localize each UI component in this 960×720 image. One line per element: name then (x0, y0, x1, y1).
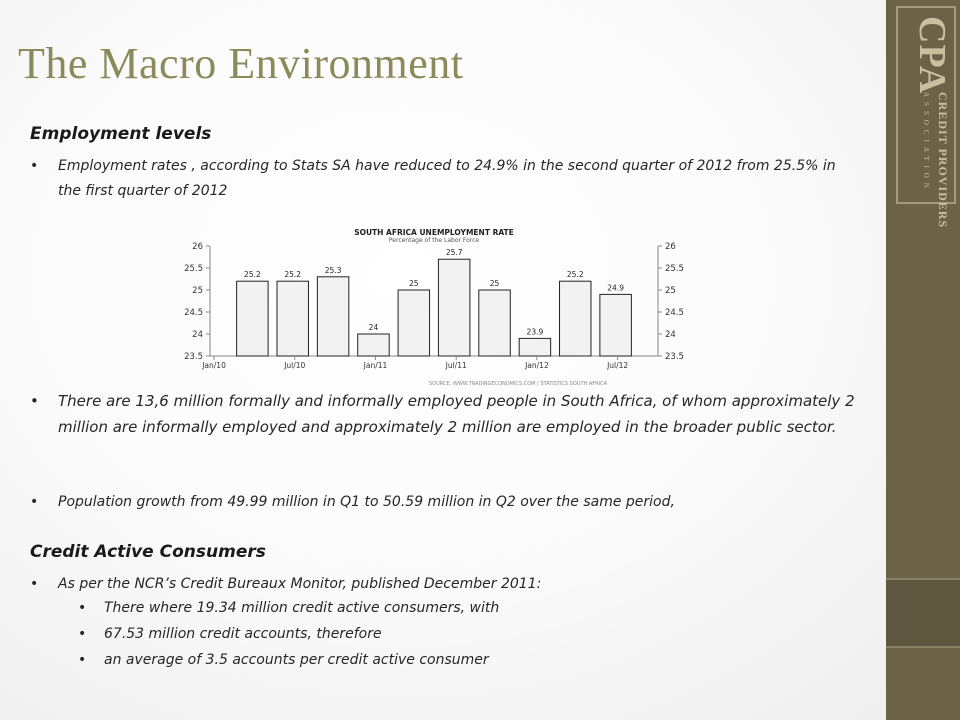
bar-value-label: 23.9 (526, 327, 544, 337)
y-tick-label-left: 23.5 (184, 352, 203, 362)
chart-bar (237, 281, 268, 356)
y-tick-label-right: 25.5 (665, 264, 684, 274)
slide-title: The Macro Environment (18, 39, 464, 88)
bar-value-label: 25.2 (566, 270, 584, 280)
bullet-dot-icon: • (30, 158, 39, 174)
x-tick-label: Jan/12 (525, 361, 549, 370)
bar-value-label: 25 (409, 279, 419, 288)
credit-heading: Credit Active Consumers (30, 542, 266, 562)
y-tick-label-right: 23.5 (665, 352, 684, 362)
unemployment-chart-svg (168, 216, 688, 388)
chart-bar (398, 290, 429, 356)
x-tick-label: Jul/12 (607, 361, 629, 370)
employment-bullet-1-text: Employment rates , according to Stats SA have reduced to 24.9% in the second quarter of 2012 from 25.5% in the first quarter of 2012 (58, 158, 836, 199)
employment-bullet-3-text: Population growth from 49.99 million in Q1 to 50.59 million in Q2 over the same period, (58, 494, 675, 510)
chart-subtitle: Percentage of the Labor Force (388, 237, 480, 244)
credit-bullet-1-text: As per the NCR’s Credit Bureaux Monitor, published December 2011: (58, 576, 542, 592)
y-tick-label-left: 26 (192, 242, 203, 252)
bar-value-label: 25.2 (244, 270, 261, 280)
x-tick-label: Jul/10 (284, 361, 306, 370)
chart-title: SOUTH AFRICA UNEMPLOYMENT RATE (354, 228, 514, 237)
employment-bullet-3 (30, 490, 848, 515)
credit-bullet-1 (30, 572, 848, 597)
chart-bar (358, 334, 389, 356)
y-tick-label-right: 26 (665, 242, 676, 252)
employment-bullet-2 (30, 388, 870, 440)
bullet-dot-icon: • (78, 626, 87, 642)
bullet-dot-icon: • (30, 494, 39, 510)
chart-bar (317, 277, 348, 356)
bullet-dot-icon: • (78, 652, 87, 668)
y-tick-label-left: 24 (192, 330, 203, 340)
credit-sub-2-text: 67.53 million credit accounts, therefore (104, 626, 382, 642)
chart-bar (600, 294, 631, 356)
bar-value-label: 25.3 (324, 265, 342, 275)
y-tick-label-right: 25 (665, 286, 676, 296)
bullet-dot-icon: • (78, 600, 87, 616)
employment-bullet-1 (30, 154, 848, 204)
bullet-dot-icon: • (30, 576, 39, 592)
chart-bar (277, 281, 308, 356)
y-tick-label-left: 25 (192, 286, 203, 296)
bar-value-label: 24.9 (607, 283, 624, 293)
chart-bar (519, 338, 550, 356)
logo-line-2: ASSOCIATION (922, 92, 930, 193)
credit-sub-2 (78, 622, 804, 647)
x-tick-label: Jul/11 (445, 361, 467, 370)
bar-value-label: 25 (489, 279, 500, 288)
y-tick-label-left: 25.5 (184, 264, 203, 274)
bar-value-label: 25.2 (284, 270, 302, 280)
logo-line-1: CREDIT PROVIDERS (936, 92, 950, 229)
y-tick-label-left: 24.5 (184, 308, 203, 318)
x-tick-label: Jan/11 (363, 361, 388, 370)
credit-sub-1-text: There where 19.34 million credit active consumers, with (104, 600, 500, 616)
credit-sub-3-text: an average of 3.5 accounts per credit active consumer (104, 652, 489, 668)
y-tick-label-right: 24 (665, 330, 676, 340)
x-tick-label: Jan/10 (202, 361, 226, 370)
chart-bar (438, 259, 469, 356)
chart-source: SOURCE: WWW.TRADINGECONOMICS.COM | STATISTICS SOUTH AFRICA (428, 381, 608, 387)
bar-value-label: 25.7 (445, 248, 463, 258)
bullet-dot-icon: • (30, 392, 39, 410)
unemployment-chart (168, 216, 688, 388)
logo-mark: CPA (911, 16, 953, 95)
y-tick-label-right: 24.5 (665, 308, 684, 318)
bar-value-label: 24 (368, 323, 379, 332)
chart-bar (560, 281, 591, 356)
employment-heading: Employment levels (30, 124, 212, 144)
cpa-logo (896, 6, 956, 229)
chart-bar (479, 290, 510, 356)
credit-sub-3 (78, 648, 804, 673)
credit-sub-1 (78, 596, 804, 621)
employment-bullet-2-text: There are 13,6 million formally and informally employed people in South Africa, of whom approximately 2 million are informally employed and approximately 2 million are employed in the broader public sector. (58, 392, 855, 436)
